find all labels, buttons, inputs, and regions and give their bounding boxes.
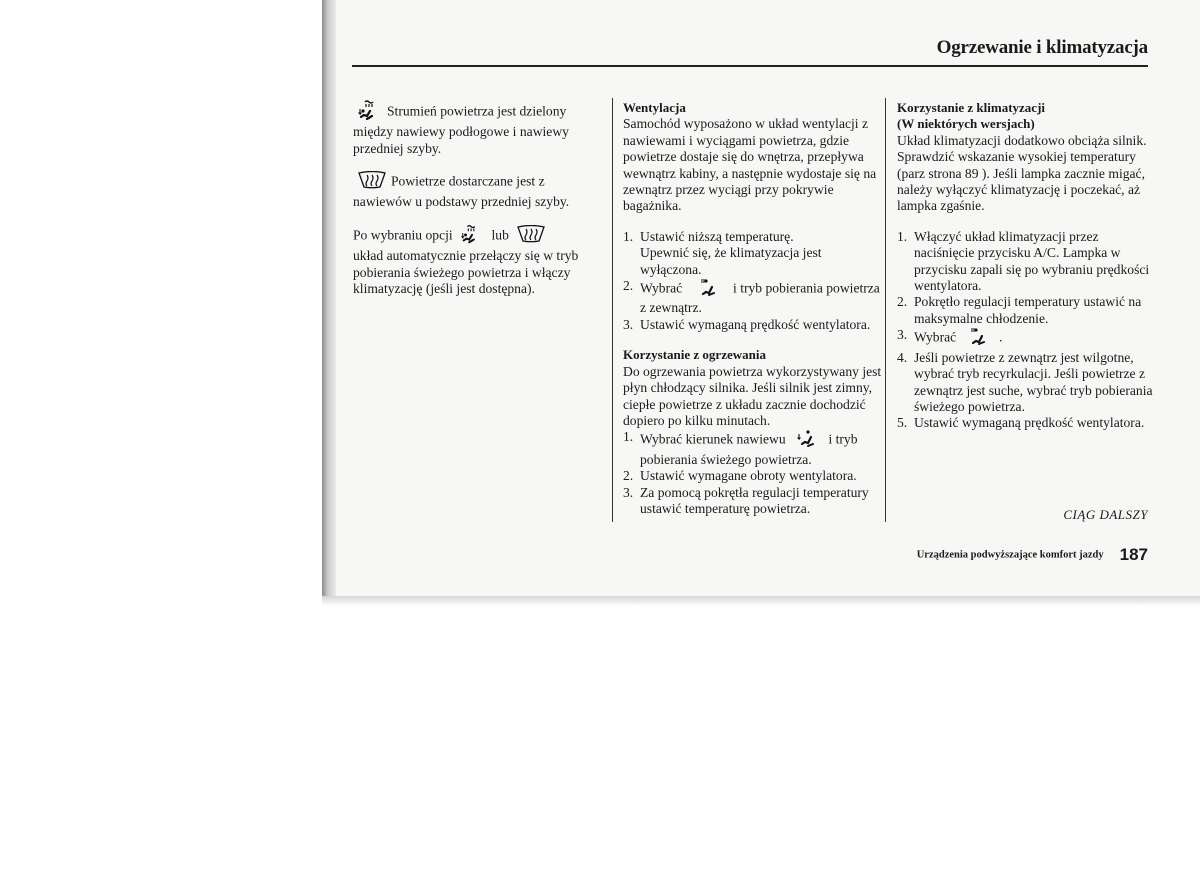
dash-vent-mode-icon bbox=[970, 327, 986, 349]
section-heading-ventilation: Wentylacja bbox=[623, 100, 686, 115]
list-text: Ustawić wymagane obroty wentylatora. bbox=[640, 468, 857, 484]
paragraph-defrost bbox=[353, 171, 583, 210]
list-text: Ustawić wymaganą prędkość wentylatora. bbox=[640, 316, 871, 332]
floor-defrost-mode-icon bbox=[357, 100, 383, 124]
list-number: 1. bbox=[623, 228, 634, 244]
text-fragment: Po wybraniu opcji bbox=[353, 227, 453, 243]
ventilation-steps bbox=[623, 229, 883, 333]
list-number: 2. bbox=[897, 294, 908, 310]
dash-vent-mode-icon bbox=[700, 278, 716, 300]
section-heading-ac: Korzystanie z klimatyzacji bbox=[897, 100, 1046, 115]
page-binding-edge bbox=[322, 0, 336, 604]
list-text: Wybrać bbox=[914, 329, 957, 345]
list-number: 3. bbox=[623, 316, 634, 332]
column-middle bbox=[623, 100, 883, 531]
list-item bbox=[623, 429, 883, 468]
column-right bbox=[897, 100, 1157, 446]
section-name: Urządzenia podwyższające komfort jazdy bbox=[916, 549, 1104, 561]
paragraph-auto-switch bbox=[353, 224, 583, 298]
manual-page bbox=[322, 0, 1200, 604]
list-text: Wybrać bbox=[640, 280, 683, 296]
list-text: Jeśli powietrze z zewnątrz jest wilgotne, wybrać tryb recyrkulacji. Jeśli powietrze z zewnątrz jest suche, wybrać tryb pobierania świeżego powietrza. bbox=[914, 349, 1153, 414]
list-text: Upewnić się, że klimatyzacja jest wyłączona. bbox=[640, 245, 822, 277]
column-left bbox=[353, 100, 583, 312]
list-text: i tryb pobierania świeżego powietrza. bbox=[640, 431, 858, 467]
list-item bbox=[897, 350, 1157, 416]
list-item bbox=[623, 485, 883, 518]
list-number: 1. bbox=[623, 429, 634, 445]
list-text: Wybrać kierunek nawiewu bbox=[640, 431, 786, 447]
page-footer bbox=[917, 545, 1148, 565]
column-divider bbox=[885, 98, 886, 522]
heating-steps bbox=[623, 429, 883, 517]
list-number: 2. bbox=[623, 468, 634, 484]
list-number: 1. bbox=[897, 228, 908, 244]
ac-steps bbox=[897, 229, 1157, 432]
paragraph-ac: Układ klimatyzacji dodatkowo obciąża silnik. Sprawdzić wskazanie wysokiej temperatury (parz strona 89 ). Jeśli lampka zacznie migać, należy wyłączyć klimatyzację i poczekać, aż lampka zgaśnie. bbox=[897, 132, 1147, 214]
list-text: Za pomocą pokrętła regulacji temperatury ustawić temperaturę powietrza. bbox=[640, 484, 869, 516]
list-text: Pokrętło regulacji temperatury ustawić na maksymalne chłodzenie. bbox=[914, 294, 1142, 326]
list-number: 3. bbox=[897, 327, 908, 343]
list-text: Włączyć układ klimatyzacji przez naciśnięcie przycisku A/C. Lampka w przycisku zapali się po wybraniu prędkości wentylatora. bbox=[914, 228, 1150, 294]
list-number: 5. bbox=[897, 415, 908, 431]
page-number: 187 bbox=[1119, 545, 1148, 564]
windshield-defrost-icon bbox=[516, 225, 546, 247]
list-item bbox=[897, 327, 1157, 349]
list-number: 3. bbox=[623, 484, 634, 500]
bi-level-vent-icon bbox=[797, 429, 817, 451]
text-fragment: lub bbox=[491, 227, 509, 243]
header-rule bbox=[352, 65, 1148, 67]
page-bottom-shadow bbox=[322, 596, 1200, 606]
page-title: Ogrzewanie i klimatyzacja bbox=[936, 37, 1148, 58]
list-text: . bbox=[999, 329, 1003, 345]
section-heading-heating: Korzystanie z ogrzewania bbox=[623, 347, 766, 363]
paragraph-floor-defrost bbox=[353, 100, 583, 157]
paragraph-heating: Do ogrzewania powietrza wykorzystywany jest płyn chłodzący silnika. Jeśli silnik jest zimny, ciepłe powietrze z układu zacznie dochodzić dopiero po kilku minutach. bbox=[623, 363, 882, 428]
floor-defrost-mode-icon bbox=[460, 224, 484, 248]
text-fragment: układ automatycznie przełączy się w tryb pobierania świeżego powietrza i włączy klimatyzację (jeśli jest dostępna). bbox=[353, 248, 579, 297]
list-item bbox=[623, 468, 883, 484]
list-text: Ustawić wymaganą prędkość wentylatora. bbox=[914, 415, 1145, 431]
list-number: 4. bbox=[897, 349, 908, 365]
list-item bbox=[897, 294, 1157, 327]
section-subheading-ac: (W niektórych wersjach) bbox=[897, 116, 1035, 132]
list-text: Ustawić niższą temperaturę. bbox=[640, 228, 794, 244]
column-divider bbox=[612, 98, 613, 522]
windshield-defrost-icon bbox=[357, 171, 387, 193]
list-text: i tryb pobierania powietrza z zewnątrz. bbox=[640, 280, 880, 316]
floor-defrost-text: Strumień powietrza jest dzielony między nawiewy podłogowe i nawiewy przedniej szyby. bbox=[353, 103, 569, 156]
paragraph-ventilation: Samochód wyposażono w układ wentylacji z nawiewami i wyciągami powietrza, gdzie powietrze dostaje się do wnętrza, przepływa wewnątrz kabiny, a następnie wydostaje się na zewnątrz przez wyciągi przy pokrywie bagażnika. bbox=[623, 116, 877, 214]
continued-label: CIĄG DALSZY bbox=[1063, 507, 1148, 522]
list-item bbox=[897, 229, 1157, 295]
defrost-text: Powietrze dostarczane jest z nawiewów u podstawy przedniej szyby. bbox=[353, 173, 570, 209]
list-item bbox=[897, 415, 1157, 431]
list-item bbox=[623, 229, 883, 278]
list-item bbox=[623, 317, 883, 333]
list-item bbox=[623, 278, 883, 317]
list-number: 2. bbox=[623, 278, 634, 294]
